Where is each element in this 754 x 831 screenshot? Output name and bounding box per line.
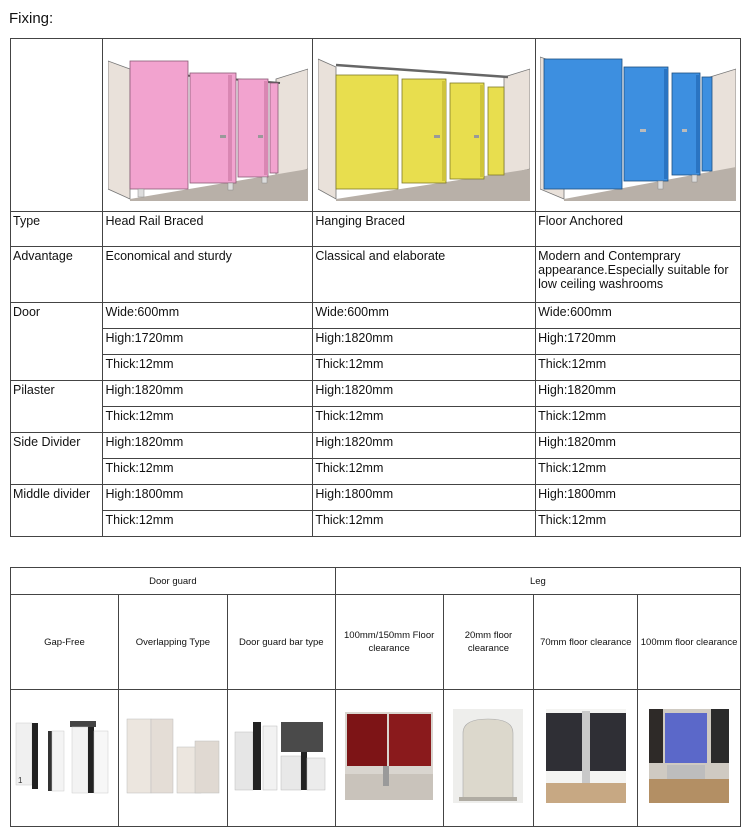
spec-cell: Thick:12mm xyxy=(103,355,313,381)
spec-cell: High:1820mm xyxy=(313,329,536,355)
door-high-row xyxy=(11,329,741,355)
spec-cell: High:1820mm xyxy=(536,381,741,407)
spec-cell: Thick:12mm xyxy=(103,511,313,537)
middle-divider-thick-row xyxy=(11,511,741,537)
middle-divider-high-row xyxy=(11,485,741,511)
spec-cell: High:1820mm xyxy=(103,433,313,459)
leg-label: 100mm/150mm Floor clearance xyxy=(335,595,443,690)
fixing-table xyxy=(10,38,741,537)
leg-20mm-photo xyxy=(453,709,523,803)
spec-cell: Wide:600mm xyxy=(103,303,313,329)
row-label-middle-divider: Middle divider xyxy=(11,485,103,537)
floor-anchored-illustration xyxy=(540,49,736,201)
advantage-row xyxy=(11,247,741,303)
advantage-cell: Modern and Contemprary appearance.Especially suitable for low ceiling washrooms xyxy=(536,247,741,303)
overlapping-photo-cell xyxy=(118,690,227,827)
spec-cell: Thick:12mm xyxy=(103,459,313,485)
accessories-table xyxy=(10,567,741,827)
leg-100-150-photo-cell xyxy=(335,690,443,827)
spec-cell: Thick:12mm xyxy=(103,407,313,433)
door-thick-row xyxy=(11,355,741,381)
leg-20-photo-cell xyxy=(443,690,534,827)
page-title: Fixing: xyxy=(9,10,54,27)
door-guard-bar-type-photo xyxy=(233,720,329,792)
door-guard-label: Door guard bar type xyxy=(227,595,335,690)
row-label-pilaster: Pilaster xyxy=(11,381,103,433)
accessories-photo-row xyxy=(11,690,741,827)
spec-cell: Thick:12mm xyxy=(313,459,536,485)
spec-cell: High:1720mm xyxy=(103,329,313,355)
accessories-label-row xyxy=(11,595,741,690)
row-label-advantage: Advantage xyxy=(11,247,103,303)
leg-label: 20mm floor clearance xyxy=(443,595,534,690)
leg-label: 70mm floor clearance xyxy=(534,595,638,690)
leg-label: 100mm floor clearance xyxy=(638,595,741,690)
spec-cell: High:1800mm xyxy=(313,485,536,511)
bar-type-photo-cell xyxy=(227,690,335,827)
head-rail-braced-illustration-cell xyxy=(103,39,313,212)
hanging-braced-illustration xyxy=(318,49,530,201)
spec-cell: Thick:12mm xyxy=(536,459,741,485)
leg-header: Leg xyxy=(335,568,740,595)
leg-100-photo-cell xyxy=(638,690,741,827)
hanging-braced-illustration-cell xyxy=(313,39,536,212)
row-label-side-divider: Side Divider xyxy=(11,433,103,485)
type-cell: Floor Anchored xyxy=(536,212,741,247)
leg-100mm-photo xyxy=(649,709,729,803)
side-divider-thick-row xyxy=(11,459,741,485)
spec-cell: Wide:600mm xyxy=(536,303,741,329)
spec-cell: Thick:12mm xyxy=(536,407,741,433)
spec-cell: Thick:12mm xyxy=(536,355,741,381)
spec-cell: High:1820mm xyxy=(313,381,536,407)
advantage-cell: Economical and sturdy xyxy=(103,247,313,303)
gap-free-photo xyxy=(14,717,114,795)
spec-cell: High:1820mm xyxy=(313,433,536,459)
leg-70-photo-cell xyxy=(534,690,638,827)
head-rail-braced-illustration xyxy=(108,49,308,201)
row-label-door: Door xyxy=(11,303,103,381)
spec-cell: Thick:12mm xyxy=(536,511,741,537)
advantage-cell: Classical and elaborate xyxy=(313,247,536,303)
spec-cell: High:1800mm xyxy=(536,485,741,511)
pilaster-thick-row xyxy=(11,407,741,433)
leg-70mm-photo xyxy=(546,709,626,803)
type-row xyxy=(11,212,741,247)
illustration-row xyxy=(11,39,741,212)
spec-cell: High:1820mm xyxy=(103,381,313,407)
door-wide-row xyxy=(11,303,741,329)
leg-100-150mm-photo xyxy=(345,712,433,800)
overlapping-type-photo xyxy=(123,717,223,795)
type-cell: Head Rail Braced xyxy=(103,212,313,247)
door-guard-header: Door guard xyxy=(11,568,336,595)
door-guard-label: Gap-Free xyxy=(11,595,119,690)
marker-label: 1 xyxy=(18,776,23,785)
door-guard-label: Overlapping Type xyxy=(118,595,227,690)
spec-cell: Thick:12mm xyxy=(313,407,536,433)
type-cell: Hanging Braced xyxy=(313,212,536,247)
spec-cell: Wide:600mm xyxy=(313,303,536,329)
floor-anchored-illustration-cell xyxy=(536,39,741,212)
spec-cell: Thick:12mm xyxy=(313,511,536,537)
spec-cell: High:1720mm xyxy=(536,329,741,355)
side-divider-high-row xyxy=(11,433,741,459)
gap-free-photo-cell xyxy=(11,690,119,827)
accessories-header-row xyxy=(11,568,741,595)
spec-cell: Thick:12mm xyxy=(313,355,536,381)
head-rail-panel xyxy=(130,61,188,189)
row-label-type: Type xyxy=(11,212,103,247)
spec-cell: High:1820mm xyxy=(536,433,741,459)
pilaster-high-row xyxy=(11,381,741,407)
spec-cell: High:1800mm xyxy=(103,485,313,511)
empty-corner-cell xyxy=(11,39,103,212)
